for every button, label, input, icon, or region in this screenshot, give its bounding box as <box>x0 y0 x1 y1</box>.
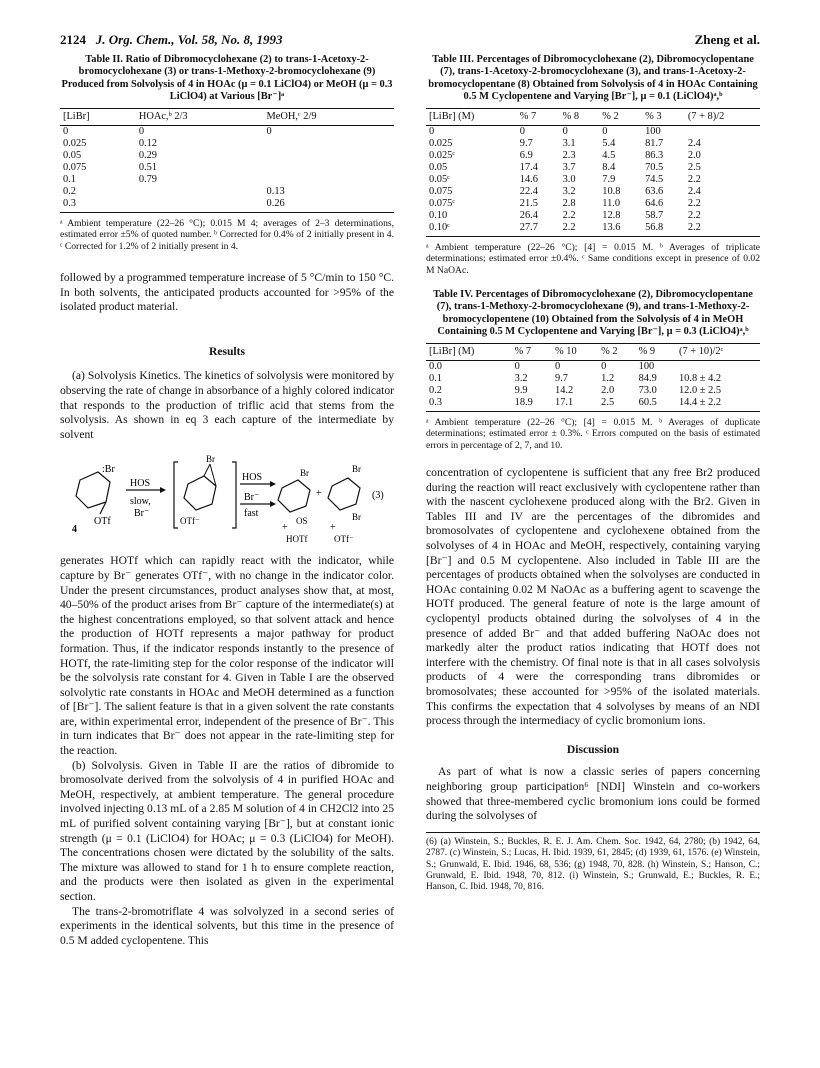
equation-number: (3) <box>372 490 384 502</box>
table-cell: 0.51 <box>138 161 157 173</box>
table-cell: 0.26 <box>264 198 394 213</box>
page-number: 2124 <box>60 32 86 47</box>
table-cell: 0 <box>514 360 520 372</box>
table-row <box>426 397 760 412</box>
table-iv-caption: Table IV. Percentages of Dibromocyclohexane (2), Dibromocyclopentane (7), trans-1-Methoxy-2-bromocyclohexane (9), and trans-1-Methoxy-2-bromocyclopentene (10) Obtained from the Solvolysis of 4 in MeOH Containing 0.5 M Cyclopentene and Varying [Br⁻], μ = 0.3 (LiClO4)ᵃ,ᵇ <box>433 289 753 338</box>
table4-header-cell: % 2 <box>598 343 635 360</box>
equation-3 <box>60 450 394 548</box>
table-cell: 60.5 <box>636 397 676 412</box>
reagent-fast: fast <box>244 508 259 520</box>
table-cell <box>264 174 394 186</box>
table-row <box>426 373 760 385</box>
table-row <box>60 198 394 213</box>
table-cell: 27.7 <box>517 222 560 237</box>
table-iii-grid <box>426 108 760 237</box>
table-row <box>426 198 760 210</box>
table-cell: 6.9 <box>519 149 533 161</box>
table-cell: 84.9 <box>638 372 657 384</box>
table-cell: 2.2 <box>687 209 701 221</box>
table-cell: 2.4 <box>687 185 701 197</box>
table-row <box>426 138 760 150</box>
table3-header-cell: (7 + 8)/2 <box>685 108 760 125</box>
discussion-heading: Discussion <box>566 742 620 756</box>
table-row <box>60 138 394 150</box>
table-cell: 5.4 <box>602 137 616 149</box>
table-cell: 22.4 <box>519 185 538 197</box>
bracket-right <box>232 462 236 528</box>
table-cell: 0 <box>429 125 435 137</box>
table-cell: 63.6 <box>645 185 664 197</box>
table-cell: 0.2 <box>429 384 442 396</box>
table-cell: 14.2 <box>555 384 574 396</box>
table-row <box>60 150 394 162</box>
table4-header-cell: % 10 <box>552 343 598 360</box>
table4-header-cell: % 9 <box>636 343 676 360</box>
table-cell: 2.2 <box>685 222 760 237</box>
table3-header-cell: % 8 <box>560 108 600 125</box>
product-os: OS <box>296 516 308 527</box>
table-row <box>426 385 760 397</box>
table-row <box>60 125 394 138</box>
table-row <box>426 150 760 162</box>
br-bridge-label: Br <box>206 454 215 465</box>
table-iii-footnote: ᵃ Ambient temperature (22–26 °C); [4] = 0.015 M. ᵇ Averages of triplicate determinations; estimated error ±0.4%. ᶜ Same conditions except in presence of 0.02 M NaOAc. <box>426 241 760 277</box>
product-ring-br <box>328 478 360 510</box>
table-cell <box>264 162 394 174</box>
table-cell: 2.2 <box>687 173 701 185</box>
paragraph-methods-end: followed by a programmed temperature increase of 5 °C/min to 150 °C. In both solvents, the anticipated products accounted for >95% of the isolated product material. <box>60 271 394 314</box>
table-cell <box>676 360 760 373</box>
table-iv <box>426 289 760 452</box>
table-cell: 0.075 <box>63 161 87 173</box>
table2-header-cell: MeOH,ᶜ 2/9 <box>264 108 394 125</box>
paragraph-kinetics: (a) Solvolysis Kinetics. The kinetics of solvolysis were monitored by observing the rate of change in absorbance of a highly colored indicator that responds to the production of triflic acid that stems from the solvolysis. As shown in eq 3 each capture of the intermediate by solvent <box>60 369 394 441</box>
arrow-hos-head <box>270 481 276 487</box>
table-cell: 2.5 <box>687 161 701 173</box>
table-cell: 0.3 <box>426 397 512 412</box>
table-row <box>426 125 760 138</box>
table-cell: 11.0 <box>602 197 621 209</box>
table4-header-cell: [LiBr] (M) <box>426 343 512 360</box>
table3-header-cell: % 3 <box>642 108 685 125</box>
table-cell <box>264 138 394 150</box>
table-cell <box>264 150 394 162</box>
table-cell: 2.2 <box>560 222 600 237</box>
table-ii-caption: Table II. Ratio of Dibromocyclohexane (2) to trans-1-Acetoxy-2-bromocyclohexane (3) or trans-1-Methoxy-2-bromocyclohexane (9) Produced from Solvolysis of 4 in HOAc (μ = 0.1 LiClO4) or MeOH (μ = 0.3 LiClO4) at Various [Br⁻]ᵃ <box>61 54 393 103</box>
reagent-hos: HOS <box>130 478 151 490</box>
table-cell: 26.4 <box>519 209 538 221</box>
table-cell: 64.6 <box>645 197 664 209</box>
table-cell: 0.1 <box>429 372 442 384</box>
table-cell: 0.13 <box>266 185 285 197</box>
table-cell: 21.5 <box>519 197 538 209</box>
table-row <box>426 186 760 198</box>
br-bridge-a <box>204 464 210 476</box>
cyclohexane-ring-4 <box>76 472 110 508</box>
table-cell: 2.5 <box>598 397 635 412</box>
table-cell <box>136 186 264 198</box>
table-cell: 0.10 <box>429 209 448 221</box>
table-row <box>60 162 394 174</box>
table-iii <box>426 54 760 277</box>
table-row <box>60 186 394 198</box>
otf-label-4: OTf <box>94 516 111 528</box>
table-cell: 3.7 <box>562 161 576 173</box>
table-cell: 0.1 <box>63 173 76 185</box>
table-cell: 1.2 <box>601 372 615 384</box>
table-cell: 13.6 <box>599 222 642 237</box>
table-cell: 9.9 <box>514 384 528 396</box>
table-row <box>426 174 760 186</box>
reagent-br: Br⁻ <box>134 508 150 520</box>
table-cell: 0.2 <box>63 185 76 197</box>
table-cell: 0.12 <box>138 137 157 149</box>
table-cell: 0 <box>555 360 561 372</box>
table-cell: 0.3 <box>60 198 136 213</box>
table-iv-grid <box>426 343 760 412</box>
table4-header-cell: % 7 <box>512 343 552 360</box>
table-row <box>426 360 760 373</box>
table-cell: 73.0 <box>638 384 657 396</box>
table-cell: 0.075ᶜ <box>429 197 456 209</box>
table-cell: 70.5 <box>645 161 664 173</box>
table-cell: 10.8 <box>602 185 621 197</box>
table-cell: 9.7 <box>555 372 568 384</box>
results-heading: Results <box>208 344 246 358</box>
product-br-2b: Br <box>352 512 361 523</box>
table-cell: 2.2 <box>562 209 576 221</box>
product-br-2a: Br <box>352 464 361 475</box>
table-cell: 12.8 <box>602 209 621 221</box>
table-cell <box>685 125 760 138</box>
br-label-4: :Br <box>102 464 115 476</box>
table-cell: 0 <box>63 125 69 137</box>
table-cell: 17.4 <box>519 161 538 173</box>
table-cell: 86.3 <box>645 149 664 161</box>
paragraph-results-continued: concentration of cyclopentene is sufficient that any free Br2 produced during the reaction will react exclusively with cyclopentene rather than with the nascent cyclohexene produced along with the Br2. Given in Tables III and IV are the percentages of the dibromides and bromosolvates of cyclopentene and cyclohexene obtained from the solvolyses of 4 in HOAc and MeOH, respectively, containing varying [Br⁻] and 0.5 M cyclopentene. Also included in Table III are the percentages of products obtained when the solvolyses are conducted in HOAc containing 0.02 M NaOAc as a buffering agent to scavenge the HOTf produced. The general feature of note is the large amount of cyclopentyl products obtained during the solvolyses of 4 in the presence of added Br⁻ and that added buffering NaOAc does not markedly alter the product ratios indicating that HOTf does not interfere with the chemistry. Of final note is that in all cases solvolysis products of 4 were the corresponding trans dibromides or bromosolvates; these accounted for >95% of the isolated materials. This confirms the expectation that 4 solvolyses by means of an NDI process through the intermediacy of cyclic bromonium ions. <box>426 466 760 728</box>
left-column <box>60 54 394 948</box>
table-cell: 2.3 <box>562 149 576 161</box>
table-cell: 2.2 <box>687 197 701 209</box>
table-cell: 14.6 <box>519 173 538 185</box>
table-cell: 0.05 <box>429 161 448 173</box>
table-cell: 2.0 <box>601 384 615 396</box>
paragraph-cyclopentene: The trans-2-bromotriflate 4 was solvolyzed in a second series of experiments in the identical solvents, but this time in the presence of 0.5 M added cyclopentene. This <box>60 904 394 947</box>
table-cell: 2.4 <box>687 137 701 149</box>
table-cell: 100 <box>638 360 655 372</box>
table-row <box>426 162 760 174</box>
reagent-hos-2: HOS <box>242 472 263 484</box>
br-bridge-b <box>210 464 216 486</box>
table-cell: 81.7 <box>645 137 664 149</box>
product-ring-os <box>278 480 310 512</box>
table-cell: 74.5 <box>645 173 664 185</box>
table-cell: 7.9 <box>602 173 616 185</box>
table-cell: 2.0 <box>687 149 701 161</box>
table-cell: 3.2 <box>562 185 576 197</box>
table-cell: 3.1 <box>562 137 576 149</box>
table-cell: 0.075 <box>429 185 453 197</box>
table-cell: 0 <box>602 125 608 137</box>
table-cell: 0 <box>601 360 607 372</box>
plus-2: + <box>316 488 322 500</box>
footnote-references: (6) (a) Winstein, S.; Buckles, R. E. J. Am. Chem. Soc. 1942, 64, 2780; (b) 1942, 64, 2787. (c) Winstein, S.; Lucas, H. Ibid. 1939, 61, 2845; (d) 1939, 61, 1576. (e) Winstein, S.; Grunwald, E. Ibid. 1946, 68, 536; (g) 1948, 70, 828. (h) Winstein, S.; Hanson, C.; Grunwald, E. Ibid. 1948, 70, 812. (i) Winstein, S.; Grunwald, E.; Buckles, R. E.; Hanson, C. Ibid. 1948, 70, 816. <box>426 832 760 894</box>
table-cell: 3.2 <box>514 372 528 384</box>
table-cell: 0.025ᶜ <box>429 149 456 161</box>
product-br-1: Br <box>300 468 309 479</box>
table-iii-caption: Table III. Percentages of Dibromocyclohexane (2), Dibromocyclopentane (7), trans-1-Acetoxy-2-bromocyclohexane (3), and trans-1-Acetoxy-2-bromocyclopentane (8) Obtained from Solvolysis of 4 in HOAc Containing 0.5 M Cyclopentene and Varying [Br⁻], μ = 0.1 (LiClO4)ᵃ,ᵇ <box>428 54 758 103</box>
table-row <box>60 174 394 186</box>
paragraph-hotf: generates HOTf which can rapidly react with the indicator, while capture by Br⁻ generates OTf⁻, with no change in the indicator color. Under the present circumstances, product analyses show that, at most, 40–50% of the product arises from Br⁻ capture of the intermediate(s) at the highest concentrations employed, so that solvent attack and hence the production of HOTf represents a major pathway for product formation. Thus, if the indicator responds instantly to the presence of HOTf, the rate-limiting step for the color response of the indicator will be the solvolysis rate constant for 4. Given in Table I are the observed solvolytic rate constants in HOAc and MeOH determined as a function of [Br⁻]. The salient feature is that in a given solvent the rate constants are, within experimental error, independent of the presence of Br⁻. This in turn indicates that Br⁻ does not appear in the rate-limiting step for the reaction. <box>60 554 394 758</box>
table2-header-cell: HOAc,ᵇ 2/3 <box>136 108 264 125</box>
table-cell: 3.0 <box>562 173 576 185</box>
paragraph-discussion: As part of what is now a classic series of papers concerning neighboring group participation⁶ [NDI] Winstein and co-workers showed that three-membered cyclic bromonium ions could be formed during the solvolyses of <box>426 765 760 823</box>
table-cell: 10.8 ± 4.2 <box>678 372 722 384</box>
table-cell: 18.9 <box>512 397 552 412</box>
table-cell: 0.79 <box>138 173 157 185</box>
table-cell: 12.0 ± 2.5 <box>678 384 722 396</box>
reaction-scheme <box>60 450 394 548</box>
table-cell: 14.4 ± 2.2 <box>676 397 760 412</box>
table-cell <box>136 198 264 213</box>
table-cell: 8.4 <box>602 161 616 173</box>
table-cell: 0 <box>138 125 145 137</box>
hotf-label: HOTf <box>286 534 308 545</box>
journal-citation: J. Org. Chem., Vol. 58, No. 8, 1993 <box>95 32 283 47</box>
table-cell: 0 <box>562 125 568 137</box>
reagent-slow: slow, <box>130 496 151 508</box>
table-row <box>426 210 760 222</box>
table3-header-cell: [LiBr] (M) <box>426 108 517 125</box>
bracket-left <box>174 462 178 528</box>
table-iv-footnote: ᵃ Ambient temperature (22–26 °C); [4] = 0.015 M. ᵇ Averages of duplicate determinations; estimated error ± 0.3%. ᶜ Errors computed on the basis of estimated errors in percentage of 2, 7, and 10. <box>426 416 760 452</box>
table-cell: 100 <box>645 125 661 137</box>
plus-3: + <box>330 522 336 534</box>
table-cell: 58.7 <box>645 209 664 221</box>
table2-header-cell: [LiBr] <box>60 108 136 125</box>
table-cell: 2.8 <box>562 197 576 209</box>
table-cell: 0.025 <box>63 137 87 149</box>
compound-number-4: 4 <box>72 524 77 536</box>
table3-header-cell: % 2 <box>599 108 642 125</box>
table-cell: 0.05ᶜ <box>429 173 450 185</box>
table-row <box>426 222 760 237</box>
table-cell: 0 <box>266 125 272 137</box>
table-cell: 4.5 <box>602 149 616 161</box>
table-ii-grid <box>60 108 394 213</box>
table-cell: 0.025 <box>429 137 453 149</box>
reagent-br-fast: Br⁻ <box>244 492 260 504</box>
table-cell: 9.7 <box>519 137 533 149</box>
arrow-fast-head <box>270 501 276 507</box>
table-ii-footnote: ᵃ Ambient temperature (22–26 °C); 0.015 M 4; averages of 2–3 determinations, estimated error ±5% of quoted number. ᵇ Corrected for 0.4% of 2 initially present in 4. ᶜ Corrected for 1.2% of 2 initially present in 4. <box>60 217 394 253</box>
table-cell: 56.8 <box>642 222 685 237</box>
table3-header-cell: % 7 <box>517 108 560 125</box>
paragraph-solvolysis: (b) Solvolysis. Given in Table II are the ratios of dibromide to bromosolvate derived from the solvolysis of 4 in purified HOAc and MeOH, respectively, at ambient temperature. The general procedure involved injecting 0.13 mL of a 2.85 M solution of 4 in CH2Cl2 into 25 mL of purified solvent containing varying [Br⁻], but at constant ionic strength (μ = 0.1 (LiClO4) for HOAc; μ = 0.3 (LiClO4) for MeOH). The concentrations chosen were dictated by the solubility of the salts. The mixture was allowed to stand for 1 h to ensure complete reaction, and the products were then isolated as given in the experimental section. <box>60 758 394 904</box>
table-cell: 0.10ᶜ <box>426 222 517 237</box>
otf-counterion: OTf⁻ <box>180 516 200 527</box>
table-cell: 0.05 <box>63 149 82 161</box>
table-cell: 0 <box>519 125 525 137</box>
page-header <box>60 32 760 50</box>
table4-header-cell: (7 + 10)/2ᶜ <box>676 343 760 360</box>
plus-1: + <box>282 522 288 534</box>
table-cell: 0.0 <box>429 360 442 372</box>
right-column <box>426 54 760 894</box>
otf-minus-label: OTf⁻ <box>334 534 354 545</box>
arrow-slow-head <box>160 487 166 493</box>
table-cell: 17.1 <box>552 397 598 412</box>
table-ii <box>60 54 394 253</box>
bromonium-ring <box>184 476 216 510</box>
running-head <box>60 32 282 48</box>
authors: Zheng et al. <box>694 32 760 47</box>
table-cell: 0.29 <box>138 149 157 161</box>
